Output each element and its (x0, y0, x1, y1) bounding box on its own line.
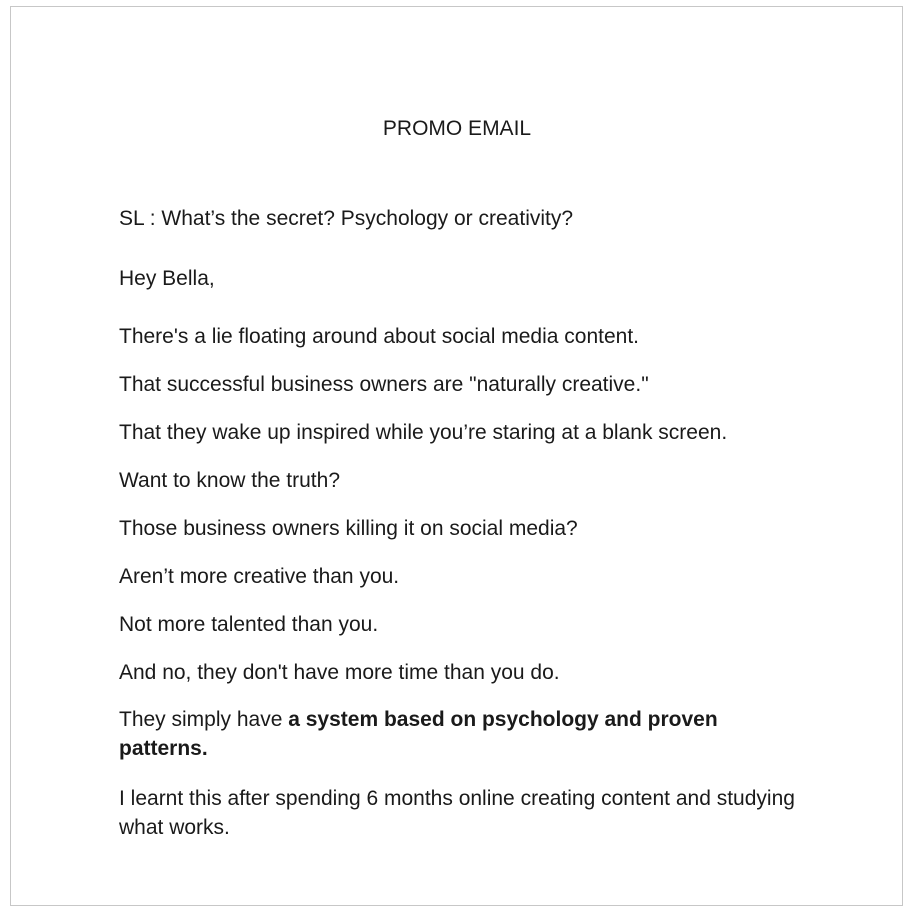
paragraph: And no, they don't have more time than you do. (119, 661, 560, 684)
paragraph: Those business owners killing it on social media? (119, 517, 578, 540)
system-paragraph-lead: They simply have (119, 708, 289, 731)
greeting: Hey Bella, (119, 267, 215, 290)
closing-paragraph: I learnt this after spending 6 months online creating content and studying what works. (119, 787, 795, 839)
paragraph: There's a lie floating around about social media content. (119, 325, 639, 348)
system-paragraph (119, 705, 799, 763)
document-page (10, 6, 903, 906)
paragraph: Want to know the truth? (119, 469, 341, 492)
subject-line: SL : What’s the secret? Psychology or creativity? (119, 207, 574, 230)
document-title: PROMO EMAIL (382, 117, 532, 140)
paragraph: That they wake up inspired while you’re staring at a blank screen. (119, 421, 728, 444)
paragraph: That successful business owners are "naturally creative." (119, 373, 649, 396)
paragraph: Not more talented than you. (119, 613, 379, 636)
system-paragraph-bold: a system based on psychology and proven patterns. (119, 708, 718, 760)
paragraph: Aren’t more creative than you. (119, 565, 400, 588)
